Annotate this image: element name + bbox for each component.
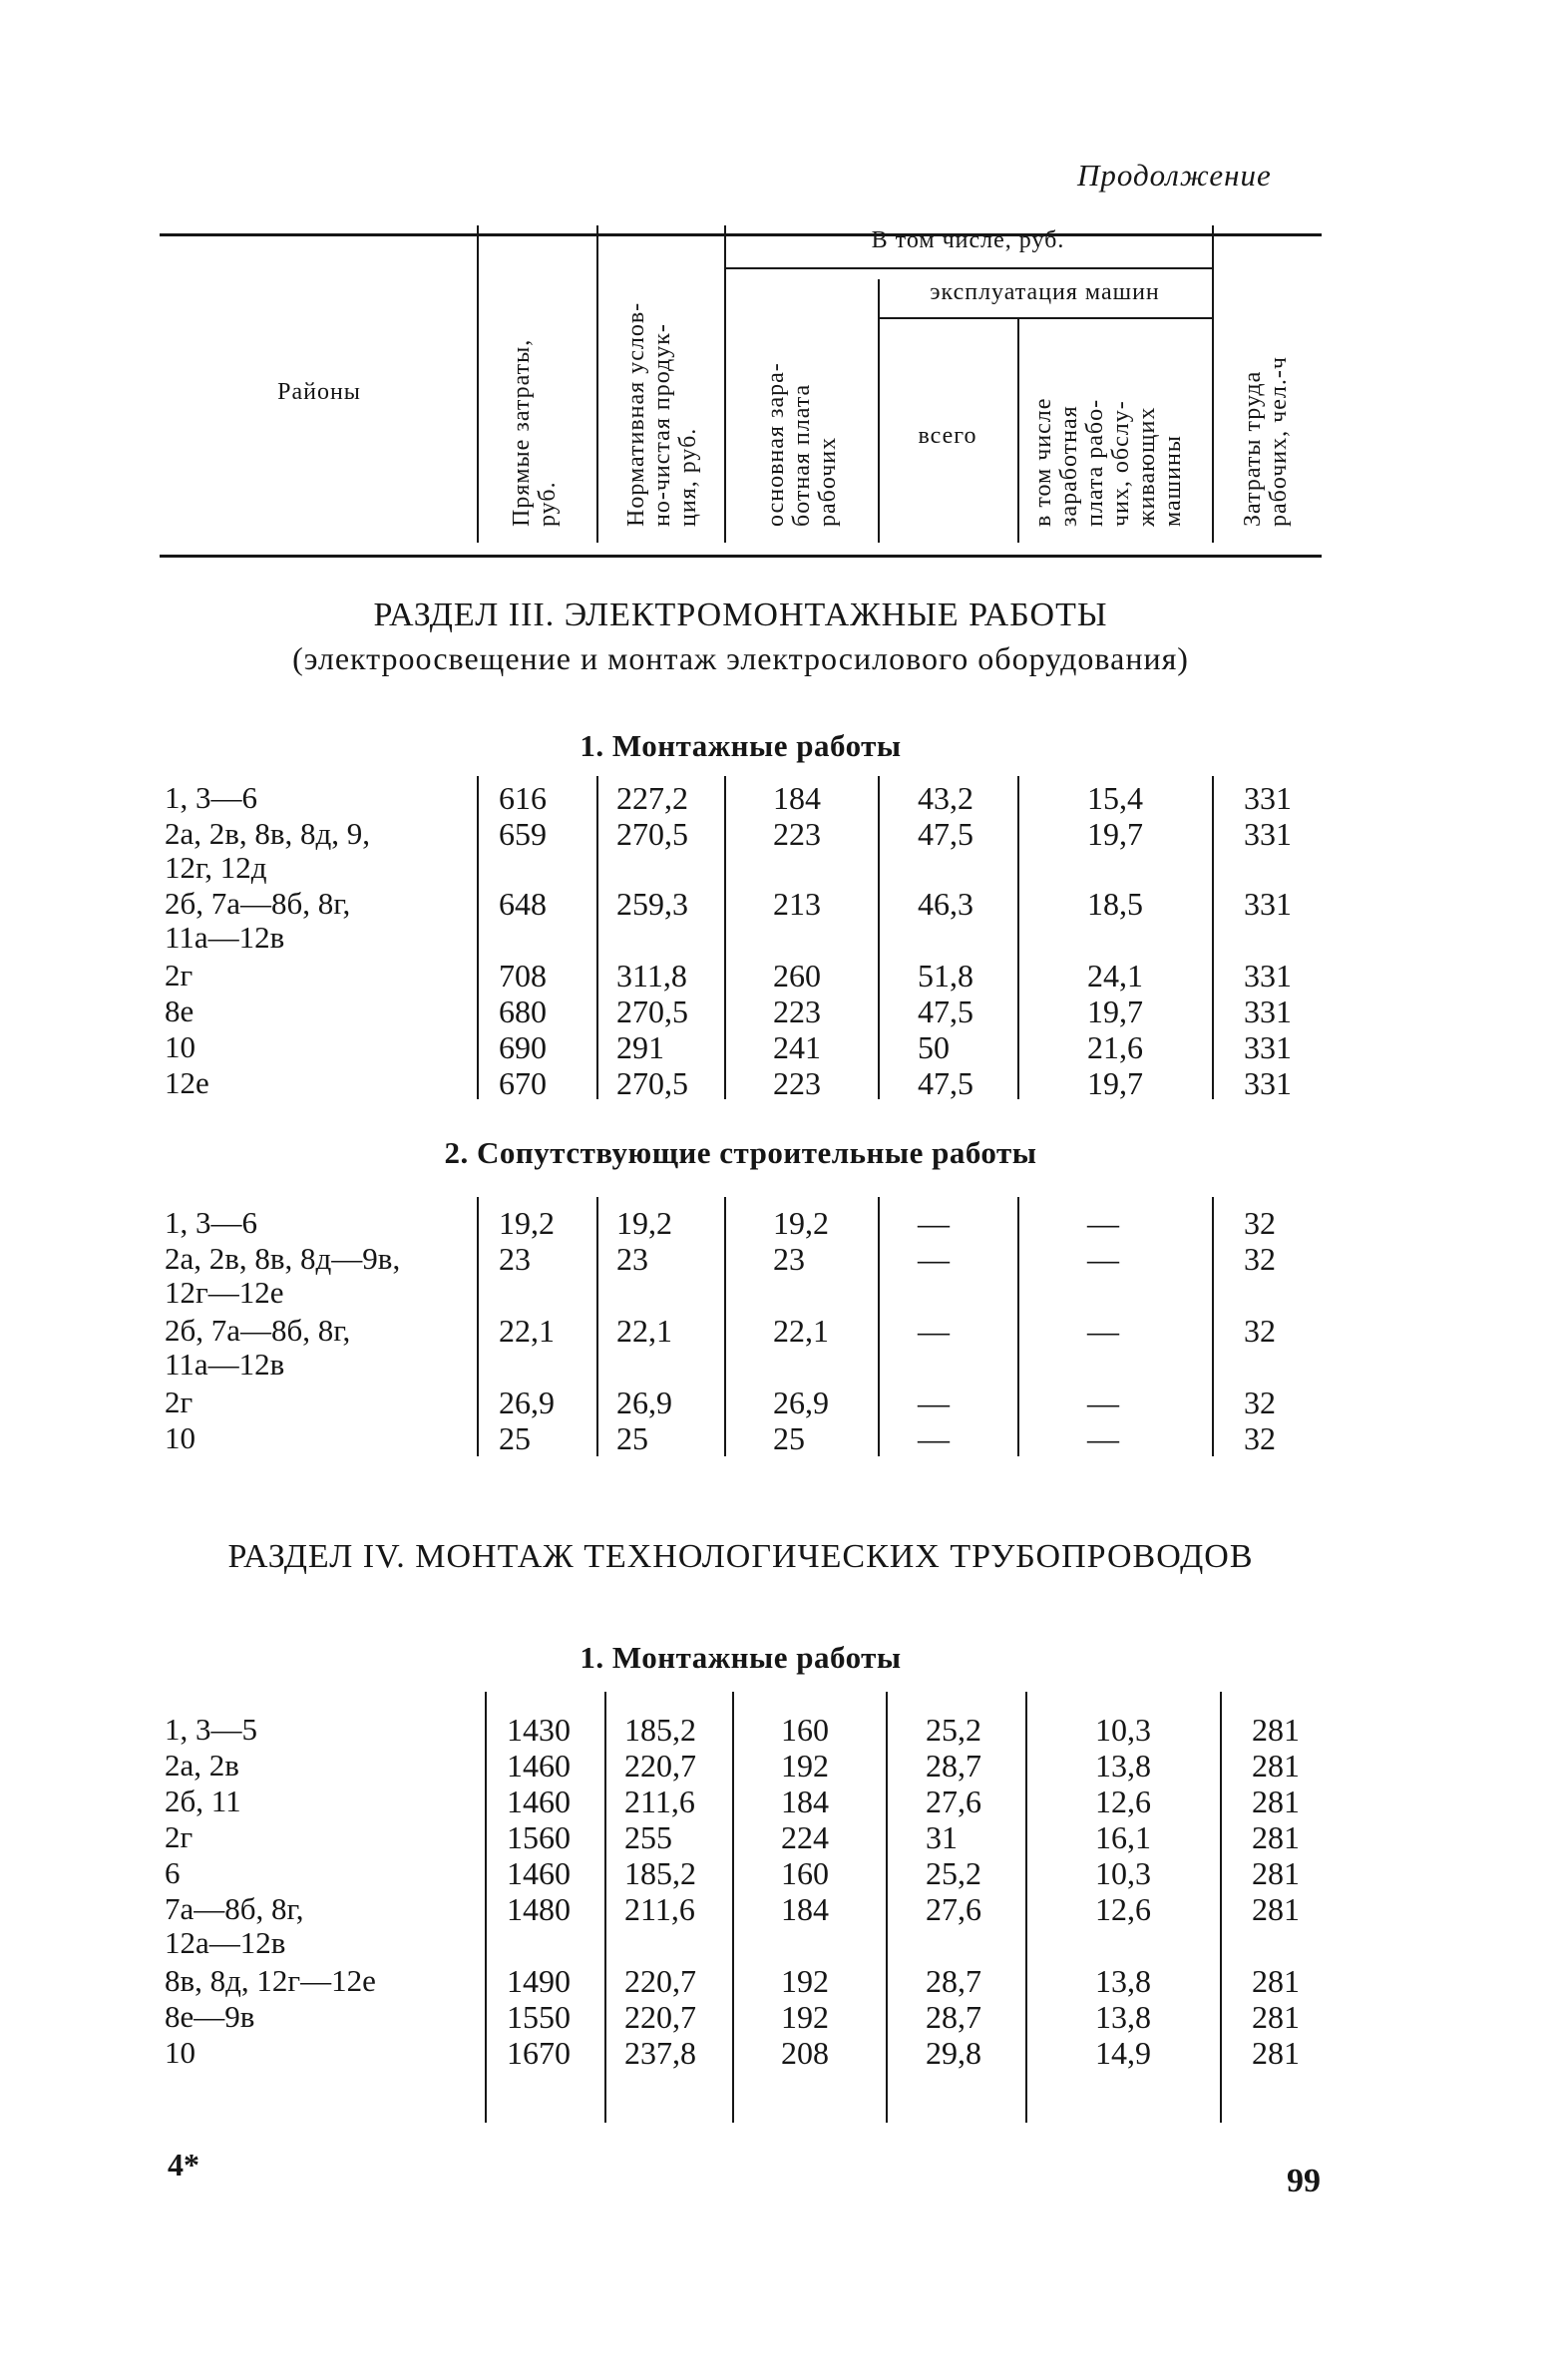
section-3-subtitle: (электроосвещение и монтаж электросилового оборудования): [292, 640, 1189, 676]
district-label: 2г: [165, 1819, 194, 1854]
table-row: [0, 993, 1553, 1029]
header-normative-net: Нормативная услов- но-чистая продук- ция, руб.: [623, 301, 701, 527]
section-3-part-2-title: 2. Сопутствующие строительные работы: [444, 1135, 1037, 1170]
table-cell: 22,1: [773, 1313, 829, 1349]
district-label: 2б, 7а—8б, 8г,: [165, 886, 351, 921]
table-cell: 24,1: [1087, 958, 1143, 993]
table-cell: 680: [499, 993, 547, 1029]
table-row: [0, 958, 1553, 993]
district-label: 2а, 2в, 8в, 8д, 9,: [165, 816, 371, 851]
table-cell: 29,8: [926, 2035, 981, 2071]
table-cell: 12,6: [1095, 1891, 1151, 1927]
section-3-title: РАЗДЕЛ III. ЭЛЕКТРОМОНТАЖНЫЕ РАБОТЫ: [373, 596, 1108, 633]
header-divider: [477, 225, 479, 543]
header-divider: [596, 225, 598, 543]
table-row: [0, 1385, 1553, 1420]
table-cell: 1490: [507, 1963, 571, 1999]
table-cell: 13,8: [1095, 1999, 1151, 2035]
table-cell: —: [918, 1241, 950, 1277]
table-row: [0, 1029, 1553, 1065]
table-cell: 616: [499, 780, 547, 816]
table-cell: 25,2: [926, 1855, 981, 1891]
table-cell: 32: [1244, 1420, 1276, 1456]
table-row: [0, 886, 1553, 955]
district-label: 10: [165, 1420, 195, 1455]
table-cell: 32: [1244, 1313, 1276, 1349]
district-label: 12а—12в: [165, 1925, 286, 1960]
table-cell: 223: [773, 816, 821, 852]
table-cell: 25: [616, 1420, 648, 1456]
table-cell: 270,5: [616, 816, 688, 852]
table-cell: 27,6: [926, 1891, 981, 1927]
district-label: 1, 3—6: [165, 1205, 257, 1240]
district-label: 12г—12е: [165, 1275, 284, 1310]
table-cell: 281: [1252, 1819, 1300, 1855]
table-cell: 19,2: [773, 1205, 829, 1241]
table-cell: 331: [1244, 1029, 1292, 1065]
table-cell: 331: [1244, 1065, 1292, 1101]
table-cell: 270,5: [616, 1065, 688, 1101]
district-label: 8в, 8д, 12г—12е: [165, 1963, 376, 1998]
header-total: всего: [918, 423, 977, 449]
table-cell: 237,8: [624, 2035, 696, 2071]
section-3-part-1-title: 1. Монтажные работы: [580, 728, 902, 763]
header-bottom-rule: [160, 555, 1322, 558]
district-label: 2г: [165, 1385, 194, 1419]
table-cell: 281: [1252, 1999, 1300, 2035]
table-cell: 31: [926, 1819, 958, 1855]
table-cell: 32: [1244, 1205, 1276, 1241]
table-cell: 331: [1244, 780, 1292, 816]
table-cell: 1560: [507, 1819, 571, 1855]
district-label: 2б, 7а—8б, 8г,: [165, 1313, 351, 1348]
table-cell: 1430: [507, 1712, 571, 1748]
table-cell: 21,6: [1087, 1029, 1143, 1065]
table-cell: 255: [624, 1819, 672, 1855]
table-cell: 15,4: [1087, 780, 1143, 816]
table-cell: 19,2: [616, 1205, 672, 1241]
table-row: [0, 1963, 1553, 1999]
table-cell: 50: [918, 1029, 950, 1065]
header-divider: [724, 225, 726, 543]
table-cell: 281: [1252, 1748, 1300, 1784]
table-cell: 260: [773, 958, 821, 993]
table-cell: 281: [1252, 1855, 1300, 1891]
table-cell: 670: [499, 1065, 547, 1101]
table-cell: 331: [1244, 958, 1292, 993]
table-cell: 223: [773, 1065, 821, 1101]
table-cell: 270,5: [616, 993, 688, 1029]
district-label: 1, 3—6: [165, 780, 257, 815]
header-including-rule: [724, 267, 1212, 269]
table-cell: 22,1: [499, 1313, 555, 1349]
district-label: 2а, 2в, 8в, 8д—9в,: [165, 1241, 401, 1276]
table-cell: 1550: [507, 1999, 571, 2035]
continuation-label: Продолжение: [1077, 158, 1272, 193]
table-cell: 1460: [507, 1784, 571, 1819]
table-cell: 331: [1244, 816, 1292, 852]
table-cell: 19,7: [1087, 1065, 1143, 1101]
table-cell: 223: [773, 993, 821, 1029]
table-cell: 43,2: [918, 780, 973, 816]
table-cell: 19,2: [499, 1205, 555, 1241]
table-cell: 160: [781, 1855, 829, 1891]
table-cell: 648: [499, 886, 547, 922]
table-cell: 27,6: [926, 1784, 981, 1819]
table-cell: 19,7: [1087, 816, 1143, 852]
table-cell: 160: [781, 1712, 829, 1748]
table-cell: 690: [499, 1029, 547, 1065]
header-direct-costs: Прямые затраты, руб.: [509, 338, 561, 527]
table-cell: 47,5: [918, 993, 973, 1029]
table-row: [0, 780, 1553, 816]
header-machine-rule: [878, 317, 1212, 319]
table-cell: 213: [773, 886, 821, 922]
table-cell: 184: [781, 1784, 829, 1819]
district-label: 12г, 12д: [165, 850, 267, 885]
table-row: [0, 1999, 1553, 2035]
table-row: [0, 1855, 1553, 1891]
table-cell: 241: [773, 1029, 821, 1065]
table-cell: 291: [616, 1029, 664, 1065]
table-cell: —: [918, 1313, 950, 1349]
table-cell: —: [918, 1205, 950, 1241]
table-row: [0, 1241, 1553, 1310]
table-cell: —: [1087, 1205, 1119, 1241]
table-cell: 659: [499, 816, 547, 852]
table-cell: 281: [1252, 1784, 1300, 1819]
table-cell: 28,7: [926, 1963, 981, 1999]
section-4-title: РАЗДЕЛ IV. МОНТАЖ ТЕХНОЛОГИЧЕСКИХ ТРУБОПРОВОДОВ: [227, 1538, 1254, 1575]
district-label: 10: [165, 1029, 195, 1064]
table-cell: 1460: [507, 1748, 571, 1784]
table-cell: 224: [781, 1819, 829, 1855]
table-cell: 32: [1244, 1385, 1276, 1420]
district-label: 8е: [165, 993, 194, 1028]
table-cell: 192: [781, 1999, 829, 2035]
table-cell: —: [918, 1420, 950, 1456]
table-cell: 16,1: [1095, 1819, 1151, 1855]
table-row: [0, 1891, 1553, 1960]
table-cell: 211,6: [624, 1784, 695, 1819]
district-label: 2а, 2в: [165, 1748, 239, 1783]
table-row: [0, 1819, 1553, 1855]
table-cell: —: [1087, 1385, 1119, 1420]
table-row: [0, 1420, 1553, 1456]
table-cell: 192: [781, 1963, 829, 1999]
table-cell: 32: [1244, 1241, 1276, 1277]
table-cell: 208: [781, 2035, 829, 2071]
table-cell: 51,8: [918, 958, 973, 993]
table-cell: 23: [773, 1241, 805, 1277]
district-label: 6: [165, 1855, 181, 1890]
table-cell: 13,8: [1095, 1963, 1151, 1999]
table-cell: 25: [499, 1420, 531, 1456]
header-districts: Районы: [277, 379, 361, 405]
table-cell: 25,2: [926, 1712, 981, 1748]
district-label: 11а—12в: [165, 1347, 285, 1382]
table-cell: 281: [1252, 1712, 1300, 1748]
table-cell: 14,9: [1095, 2035, 1151, 2071]
signature-mark: 4*: [168, 2147, 199, 2182]
district-label: 7а—8б, 8г,: [165, 1891, 304, 1926]
table-cell: 281: [1252, 1963, 1300, 1999]
table-cell: 1670: [507, 2035, 571, 2071]
table-cell: —: [1087, 1313, 1119, 1349]
page-number: 99: [1287, 2163, 1321, 2199]
table-cell: 10,3: [1095, 1712, 1151, 1748]
table-cell: 28,7: [926, 1999, 981, 2035]
table-row: [0, 1712, 1553, 1748]
table-cell: 22,1: [616, 1313, 672, 1349]
table-cell: 47,5: [918, 816, 973, 852]
header-machine-wage: в том числе заработная плата рабо- чих, обслу- живающих машины: [1030, 397, 1186, 527]
table-cell: 26,9: [616, 1385, 672, 1420]
table-row: [0, 1748, 1553, 1784]
table-cell: 1480: [507, 1891, 571, 1927]
table-cell: 227,2: [616, 780, 688, 816]
table-cell: 331: [1244, 993, 1292, 1029]
district-label: 10: [165, 2035, 195, 2070]
table-cell: 185,2: [624, 1712, 696, 1748]
district-label: 2г: [165, 958, 194, 992]
header-divider: [1212, 225, 1214, 543]
header-machine-ops: эксплуатация машин: [930, 279, 1160, 305]
table-cell: 220,7: [624, 1963, 696, 1999]
table-row: [0, 1205, 1553, 1241]
table-cell: 18,5: [1087, 886, 1143, 922]
table-cell: 211,6: [624, 1891, 695, 1927]
table-cell: 185,2: [624, 1855, 696, 1891]
table-cell: 311,8: [616, 958, 687, 993]
header-including: В том числе, руб.: [871, 227, 1065, 253]
table-cell: 281: [1252, 1891, 1300, 1927]
table-cell: 192: [781, 1748, 829, 1784]
table-cell: —: [1087, 1420, 1119, 1456]
header-labor: Затраты труда рабочих, чел.-ч: [1240, 356, 1292, 527]
header-divider: [1017, 319, 1019, 543]
district-label: 12е: [165, 1065, 209, 1100]
table-cell: 10,3: [1095, 1855, 1151, 1891]
table-cell: 1460: [507, 1855, 571, 1891]
table-row: [0, 1065, 1553, 1101]
header-base-wage: основная зара- ботная плата рабочих: [763, 362, 841, 527]
table-cell: 13,8: [1095, 1748, 1151, 1784]
table-cell: 708: [499, 958, 547, 993]
district-label: 11а—12в: [165, 920, 285, 955]
table-cell: 331: [1244, 886, 1292, 922]
table-cell: 28,7: [926, 1748, 981, 1784]
table-cell: 184: [773, 780, 821, 816]
district-label: 1, 3—5: [165, 1712, 257, 1747]
table-cell: 46,3: [918, 886, 973, 922]
table-cell: 23: [616, 1241, 648, 1277]
table-cell: 184: [781, 1891, 829, 1927]
table-cell: 259,3: [616, 886, 688, 922]
table-row: [0, 1313, 1553, 1382]
table-cell: 19,7: [1087, 993, 1143, 1029]
table-cell: 220,7: [624, 1999, 696, 2035]
table-row: [0, 816, 1553, 885]
table-cell: 220,7: [624, 1748, 696, 1784]
table-cell: 23: [499, 1241, 531, 1277]
table-cell: 26,9: [773, 1385, 829, 1420]
table-cell: —: [1087, 1241, 1119, 1277]
table-cell: 26,9: [499, 1385, 555, 1420]
table-cell: 47,5: [918, 1065, 973, 1101]
district-label: 8е—9в: [165, 1999, 255, 2034]
table-cell: 25: [773, 1420, 805, 1456]
table-cell: 12,6: [1095, 1784, 1151, 1819]
table-cell: —: [918, 1385, 950, 1420]
table-row: [0, 1784, 1553, 1819]
section-4-part-1-title: 1. Монтажные работы: [580, 1640, 902, 1675]
table-row: [0, 2035, 1553, 2071]
district-label: 2б, 11: [165, 1784, 241, 1818]
table-cell: 281: [1252, 2035, 1300, 2071]
